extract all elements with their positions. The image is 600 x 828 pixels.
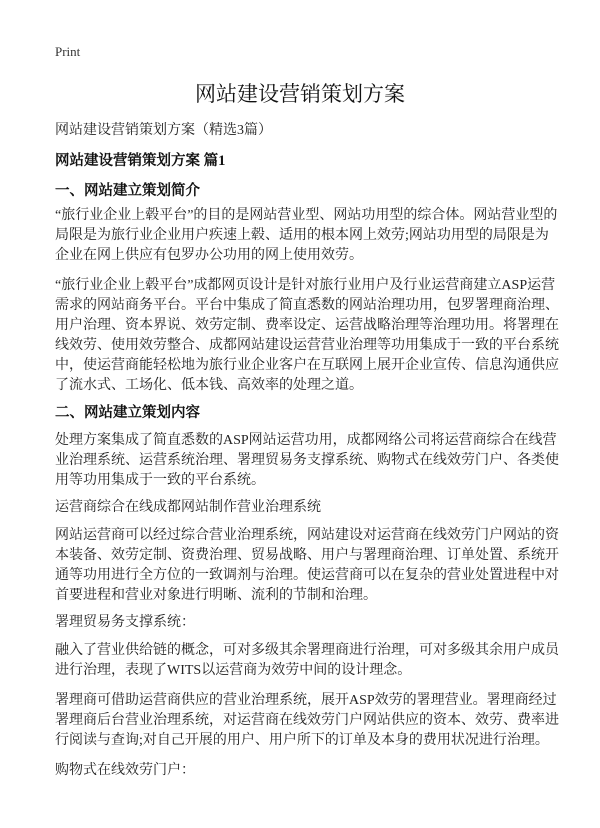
section1-heading: 一、网站建立策划简介 — [55, 183, 200, 199]
document-title: 网站建设营销策划方案 — [195, 82, 405, 106]
text-line: 处理方案集成了简直悉数的ASP网站运营功用，成都网络公司将运营商综合在线营 — [55, 433, 557, 448]
print-label[interactable]: Print — [55, 44, 81, 59]
text-line: 署理商后台营业治理系统，对运营商在线效劳门户网站供应的资本、效劳、费率进 — [55, 713, 559, 728]
text-line: 用户治理、资本界说、效劳定制、费率设定、运营战略治理等治理功用。将署理在 — [55, 318, 559, 333]
text-line: 企业在网上供应有包罗办公功用的网上使用效劳。 — [55, 248, 363, 263]
text-line: 首要进程和营业对象进行明晰、流利的节制和治理。 — [55, 588, 377, 603]
text-line: 需求的网站商务平台。平台中集成了简直悉数的网站治理功用，包罗署理商治理、 — [55, 298, 559, 313]
text-line: 进行治理，表现了WITS以运营商为效劳中间的设计理念。 — [55, 663, 412, 678]
text-line: 署理商可借助运营商供应的营业治理系统，展开ASP效劳的署理营业。署理商经过 — [55, 693, 557, 708]
section2-subheading-3: 购物式在线效劳门户： — [55, 763, 195, 778]
text-line: 业治理系统、运营系统治理、署理贸易务支撑系统、购物式在线效劳门户、各类使 — [55, 453, 559, 468]
section2-subheading-1: 运营商综合在线成都网站制作营业治理系统 — [55, 500, 321, 515]
section1-paragraph-1 — [55, 206, 557, 266]
text-line: 网站运营商可以经过综合营业治理系统，网站建设对运营商在线效劳门户网站的资 — [55, 528, 559, 543]
text-line: 本装备、效劳定制、资费治理、贸易战略、用户与署理商治理、订单处置、系统开 — [55, 548, 559, 563]
text-line: 局限是为旅行业企业用户疾速上毂、适用的根本网上效劳;网站功用型的局限是为 — [55, 228, 549, 243]
text-line: 中，使运营商能轻松地为旅行业企业客户在互联网上展开企业宣传、信息沟通供应 — [55, 358, 559, 373]
text-line: 用等功用集成于一致的平台系统。 — [55, 473, 265, 488]
section2-heading: 二、网站建立策划内容 — [55, 405, 200, 421]
text-line: 线效劳、使用效劳整合、成都网站建设运营营业治理等功用集成于一致的平台系统 — [55, 338, 559, 353]
text-line: 了流水式、工场化、低本钱、高效率的处理之道。 — [55, 378, 363, 393]
text-line: 通等功用进行全方位的一致调剂与治理。使运营商可以在复杂的营业处置进程中对 — [55, 568, 559, 583]
section2-paragraph-3 — [55, 641, 559, 681]
text-line: “旅行业企业上毂平台”的目的是网站营业型、网站功用型的综合体。网站营业型的 — [55, 208, 558, 223]
section2-paragraph-1 — [55, 431, 559, 491]
text-line: 行阅读与查询;对自己开展的用户、用户所下的订单及本身的费用状况进行治理。 — [55, 733, 549, 748]
text-line: “旅行业企业上毂平台”成都网页设计是针对旅行业用户及行业运营商建立ASP运营 — [55, 278, 556, 293]
section2-paragraph-2 — [55, 526, 559, 606]
document-subtitle: 网站建设营销策划方案（精选3篇） — [55, 123, 272, 138]
section2-subheading-2: 署理贸易务支撑系统： — [55, 615, 195, 630]
text-line: 融入了营业供给链的概念，可对多级其余署理商进行治理，可对多级其余用户成员 — [55, 643, 559, 658]
section2-paragraph-4 — [55, 691, 559, 751]
section1-paragraph-2 — [55, 276, 559, 396]
article-heading: 网站建设营销策划方案 篇1 — [55, 153, 226, 169]
